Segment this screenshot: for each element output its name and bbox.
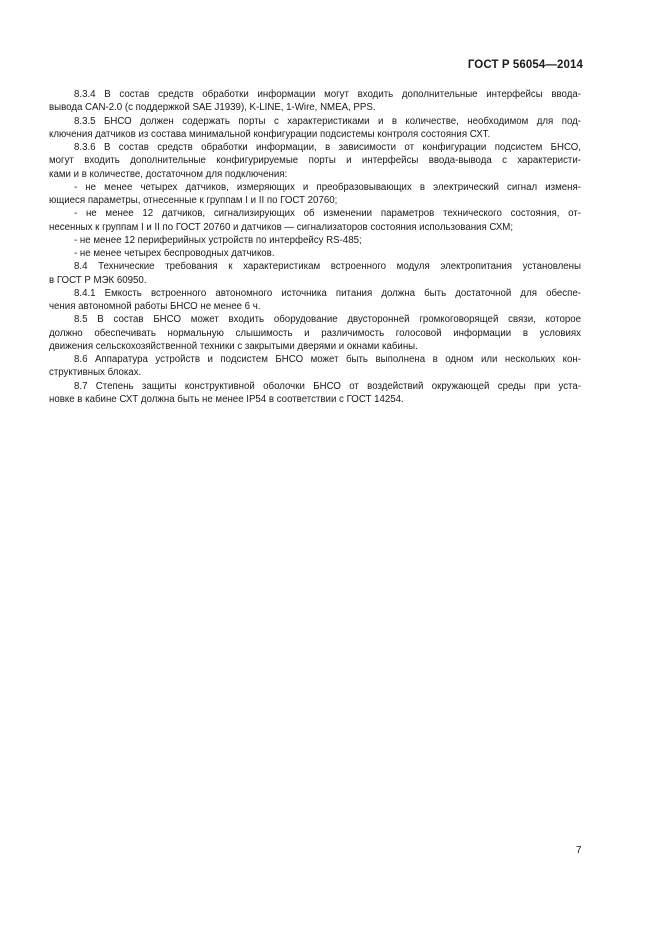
document-header: ГОСТ Р 56054—2014 [467, 59, 583, 71]
paragraph-8-4 [49, 260, 581, 287]
paragraph-8-4-1 [49, 287, 581, 314]
text-line: 8.3.5 БНСО должен содержать порты с характеристиками и в количестве, необходимом для под- [74, 115, 581, 127]
document-body [49, 88, 581, 406]
text-line: 8.3.6 В состав средств обработки информации, в зависимости от конфигурации подсистем БНСО, [74, 142, 581, 153]
page-number: 7 [576, 845, 582, 856]
text-line: - не менее 12 периферийных устройств по интерфейсу RS-485; [74, 234, 362, 246]
text-line: ключения датчиков из состава минимальной конфигурации подсистемы контроля состояния СХТ. [49, 128, 491, 140]
paragraph-8-3-5 [49, 115, 581, 142]
text-line: 8.4.1 Емкость встроенного автономного источника питания должна быть достаточной для обеспе- [74, 287, 581, 299]
list-item-wireless-sensors [49, 247, 581, 260]
text-line: ющиеся параметры, отнесенные к группам I и II по ГОСТ 20760; [49, 195, 338, 206]
paragraph-8-7 [49, 380, 581, 407]
text-line: 8.5 В состав БНСО может входить оборудование двусторонней громкоговорящей связи, которое [74, 314, 581, 326]
text-line: 8.3.4 В состав средств обработки информации могут входить дополнительные интерфейсы ввода- [74, 89, 581, 100]
list-item-peripheral-devices [49, 234, 581, 247]
text-line: несенных к группам I и II по ГОСТ 20760 и датчиков — сигнализаторов состояния использования СХМ; [49, 221, 514, 233]
text-line: новке в кабине СХТ должна быть не менее IP54 в соответствии с ГОСТ 14254. [49, 393, 404, 405]
text-line: - не менее 12 датчиков, сигнализирующих об изменении параметров технического состояния, от- [74, 208, 581, 220]
text-line: - не менее четырех беспроводных датчиков. [74, 248, 275, 259]
list-item-sensors-signaling [49, 207, 581, 234]
text-line: в ГОСТ Р МЭК 60950. [49, 274, 147, 286]
text-line: 8.6 Аппаратура устройств и подсистем БНСО может быть выполнена в одном или нескольких кон- [74, 354, 581, 365]
text-line: ками и в количестве, достаточном для подключения: [49, 168, 288, 180]
text-line: структивных блоках. [49, 367, 142, 379]
text-line: движения сельскохозяйственной техники с закрытыми дверями и окнами кабины. [49, 340, 418, 352]
text-line: - не менее четырех датчиков, измеряющих и преобразовывающих в электрический сигнал изменя- [74, 181, 581, 193]
text-line: могут входить дополнительные конфигурируемые порты и интерфейсы ввода-вывода с характеристи- [49, 155, 581, 167]
text-line: чения автономной работы БНСО не менее 6 ч. [49, 301, 261, 312]
text-line: должно обеспечивать нормальную слышимость и различимость голосовой информации в условиях [49, 327, 581, 339]
paragraph-8-6 [49, 353, 581, 380]
text-line: 8.4 Технические требования к характеристикам встроенного модуля электропитания установлены [74, 261, 581, 273]
list-item-sensors-measuring [49, 181, 581, 208]
paragraph-8-5 [49, 313, 581, 353]
paragraph-8-3-6 [49, 141, 581, 181]
paragraph-8-3-4 [49, 88, 581, 115]
text-line: вывода CAN-2.0 (с поддержкой SAE J1939), K-LINE, 1-Wire, NMEA, PPS. [49, 102, 376, 114]
text-line: 8.7 Степень защиты конструктивной оболочки БНСО от воздействий окружающей среды при уста- [74, 380, 581, 392]
